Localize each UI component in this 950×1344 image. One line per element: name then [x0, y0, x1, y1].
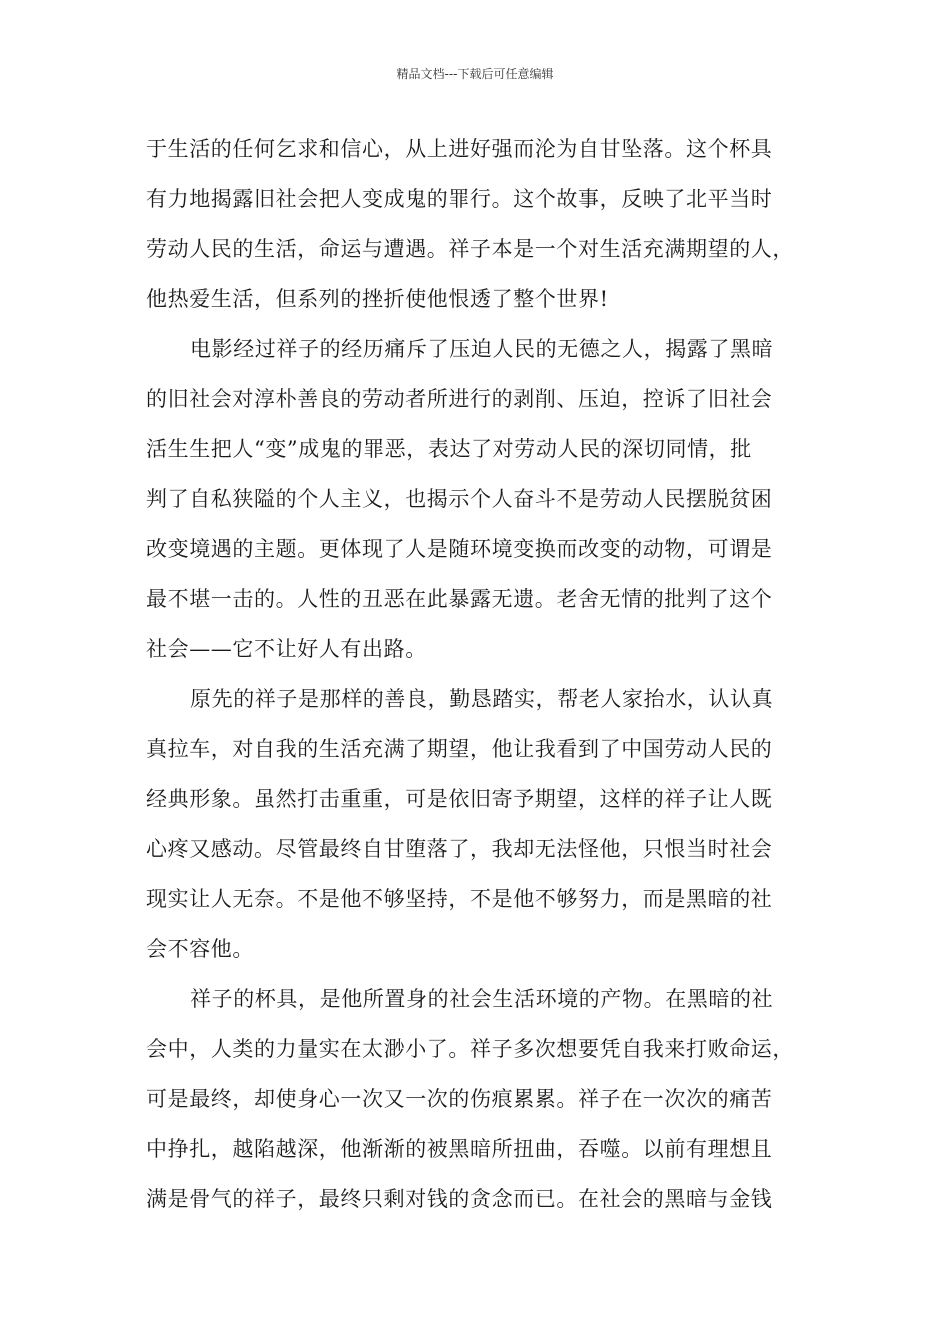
text-line: 电影经过祥子的经历痛斥了压迫人民的无德之人，揭露了黑暗 [190, 337, 774, 361]
text-line: 可是最终，却使身心一次又一次的伤痕累累。祥子在一次次的痛苦 [146, 1087, 773, 1111]
text-line: 有力地揭露旧社会把人变成鬼的罪行。这个故事，反映了北平当时 [146, 187, 773, 211]
text-line: 真拉车，对自我的生活充满了期望，他让我看到了中国劳动人民的 [146, 737, 773, 761]
text-line: 他热爱生活，但系列的挫折使他恨透了整个世界! [146, 287, 609, 311]
text-line: 会不容他。 [146, 937, 254, 961]
text-line: 判了自私狭隘的个人主义，也揭示个人奋斗不是劳动人民摆脱贫困 [146, 487, 773, 511]
text-line: 满是骨气的祥子，最终只剩对钱的贪念而已。在社会的黑暗与金钱 [146, 1187, 773, 1211]
page-header: 精品文档---下载后可任意编辑 [396, 67, 554, 81]
text-line: 于生活的任何乞求和信心，从上进好强而沦为自甘坠落。这个杯具 [146, 137, 773, 161]
paragraph-4 [146, 974, 821, 1224]
text-line: 祥子的杯具，是他所置身的社会生活环境的产物。在黑暗的社 [190, 987, 774, 1011]
text-line: 的旧社会对淳朴善良的劳动者所进行的剥削、压迫，控诉了旧社会 [146, 387, 773, 411]
text-line: 现实让人无奈。不是他不够坚持，不是他不够努力，而是黑暗的社 [146, 887, 773, 911]
paragraph-3 [146, 674, 821, 974]
text-line: 会中，人类的力量实在太渺小了。祥子多次想要凭自我来打败命运， [146, 1037, 794, 1061]
text-line: 中挣扎，越陷越深，他渐渐的被黑暗所扭曲，吞噬。以前有理想且 [146, 1137, 773, 1161]
text-line: 劳动人民的生活，命运与遭遇。祥子本是一个对生活充满期望的人， [146, 237, 794, 261]
paragraph-2 [146, 324, 821, 674]
text-line: 社会——它不让好人有出路。 [146, 637, 427, 661]
document-body [146, 124, 821, 1224]
text-line: 经典形象。虽然打击重重，可是依旧寄予期望，这样的祥子让人既 [146, 787, 773, 811]
text-line: 心疼又感动。尽管最终自甘堕落了，我却无法怪他，只恨当时社会 [146, 837, 773, 861]
text-line: 最不堪一击的。人性的丑恶在此暴露无遗。老舍无情的批判了这个 [146, 587, 773, 611]
text-line: 原先的祥子是那样的善良，勤恳踏实，帮老人家抬水，认认真 [190, 687, 774, 711]
paragraph-1 [146, 124, 821, 324]
text-line: 活生生把人“变”成鬼的罪恶，表达了对劳动人民的深切同情，批 [146, 437, 752, 461]
text-line: 改变境遇的主题。更体现了人是随环境变换而改变的动物，可谓是 [146, 537, 773, 561]
